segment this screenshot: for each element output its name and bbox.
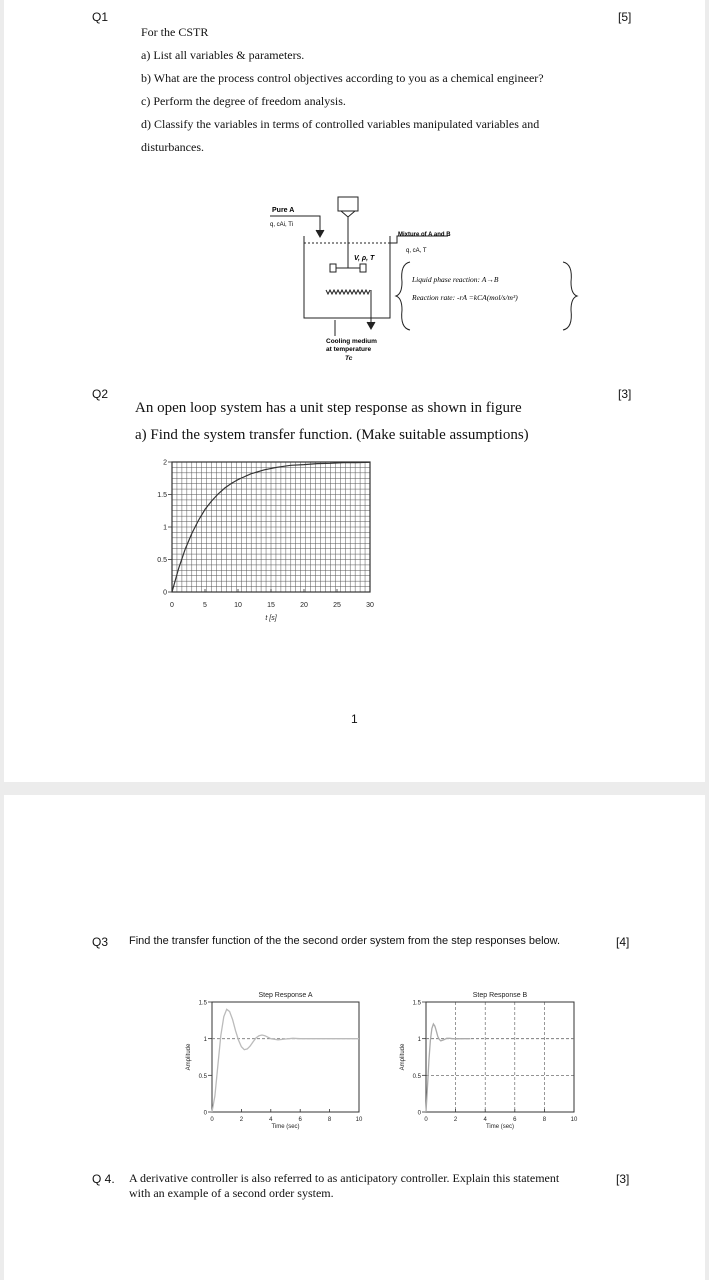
q2-x-tick-label: 5: [203, 602, 207, 609]
q1-marks: [5]: [618, 10, 632, 24]
feed-label: Pure A: [272, 207, 295, 214]
cooling-line-3: Tc: [345, 355, 353, 362]
q4-line-2: with an example of a second order system.: [129, 1186, 334, 1200]
q2-step-response-chart: [4, 0, 705, 782]
q2-x-tick-label: 20: [300, 602, 308, 609]
q3-marks: [4]: [616, 935, 630, 949]
q3-a-x-tick-label: 6: [298, 1117, 302, 1123]
page-number: 1: [351, 712, 358, 726]
feed-vars: q, cAi, Ti: [270, 222, 294, 228]
q2-marks: [3]: [618, 387, 632, 401]
q3-a-x-tick-label: 4: [269, 1117, 273, 1123]
q3-b-y-tick-label: 1: [417, 1037, 421, 1044]
q3-b-title: Step Response B: [472, 992, 528, 999]
page-2: [4, 795, 705, 1280]
q3-b-y-tick-label: 0: [417, 1110, 421, 1117]
page-1: [4, 0, 705, 782]
q3-b-y-axis-title: Amplitude: [400, 1043, 406, 1071]
q3-b-x-tick-label: 2: [453, 1117, 458, 1123]
tank-vars: V, ρ, T: [354, 255, 375, 262]
reaction-line-2: Reaction rate: -rA =kCA(mol/s/m³): [412, 293, 518, 302]
q3-a-x-tick-label: 2: [239, 1117, 244, 1123]
q3-a-x-axis-title: Time (sec): [271, 1124, 300, 1130]
q3-a-x-tick-label: 0: [210, 1117, 214, 1123]
q2-x-tick-label: 15: [267, 602, 275, 609]
q3-b-series-line: [426, 1024, 470, 1112]
reaction-line-1: Liquid phase reaction: A→B: [412, 275, 499, 284]
q4-line-1: A derivative controller is also referred to as anticipatory controller. Explain this statement: [129, 1171, 560, 1185]
q2-line-2: a) Find the system transfer function. (Make suitable assumptions): [135, 427, 529, 443]
q1-line-3: b) What are the process control objectives according to you as a chemical engineer?: [141, 71, 544, 85]
q2-y-tick-label: 1: [163, 524, 167, 532]
q2-y-tick-label: 0: [163, 589, 167, 597]
q1-line-1: For the CSTR: [141, 25, 209, 39]
q3-b-x-tick-label: 8: [542, 1117, 547, 1123]
q1-line-4: c) Perform the degree of freedom analysis.: [141, 94, 346, 108]
q2-x-tick-label: 0: [170, 602, 174, 609]
q2-y-tick-label: 0.5: [157, 557, 167, 564]
q3-a-x-tick-label: 10: [355, 1117, 363, 1123]
q2-x-tick-label: 25: [333, 602, 341, 609]
q3-a-x-tick-label: 8: [327, 1117, 332, 1123]
q1-number: Q1: [92, 10, 109, 24]
q3-b-x-tick-label: 0: [424, 1117, 428, 1123]
q3-b-frame: [426, 1002, 574, 1112]
q4-number: Q 4.: [92, 1172, 115, 1186]
q3-b-y-tick-label: 1.5: [412, 1000, 421, 1007]
q2-number: Q2: [92, 387, 109, 401]
cooling-line-1: Cooling medium: [326, 338, 377, 345]
q3-step-response-charts: [4, 795, 705, 1280]
q3-number: Q3: [92, 935, 109, 949]
q2-x-tick-label: 10: [234, 602, 242, 609]
q3-a-y-tick-label: 0.5: [198, 1073, 207, 1080]
q2-y-tick-label: 1.5: [157, 492, 167, 499]
q1-line-6: disturbances.: [141, 140, 204, 154]
q3-b-y-tick-label: 0.5: [412, 1073, 421, 1080]
q3-a-y-tick-label: 0: [203, 1110, 207, 1117]
q3-a-y-axis-title: Amplitude: [186, 1043, 192, 1071]
q3-b-x-tick-label: 6: [513, 1117, 517, 1123]
q3-b-x-axis-title: Time (sec): [485, 1124, 515, 1130]
q1-line-5: d) Classify the variables in terms of controlled variables manipulated variables and: [141, 117, 540, 131]
outlet-vars: q, cA, T: [406, 248, 427, 254]
q2-y-tick-label: 2: [163, 459, 167, 467]
q3-a-y-tick-label: 1.5: [198, 1000, 207, 1007]
q3-b-x-tick-label: 4: [483, 1117, 487, 1123]
q3-a-series-line: [212, 1009, 359, 1112]
q2-x-tick-label: 30: [366, 602, 374, 609]
q3-a-frame: [212, 1002, 359, 1112]
q3-text: Find the transfer function of the the second order system from the step responses below.: [129, 935, 561, 947]
q2-x-axis-title: t [s]: [265, 615, 277, 622]
q1-line-2: a) List all variables & parameters.: [141, 48, 305, 62]
q3-a-y-tick-label: 1: [203, 1037, 207, 1044]
outlet-label: Mixture of A and B: [398, 232, 451, 238]
q2-line-1: An open loop system has a unit step response as shown in figure: [135, 400, 522, 416]
q3-a-title: Step Response A: [258, 992, 313, 999]
q3-b-x-tick-label: 10: [570, 1117, 578, 1123]
q4-marks: [3]: [616, 1172, 630, 1186]
cooling-line-2: at temperature: [326, 346, 372, 353]
